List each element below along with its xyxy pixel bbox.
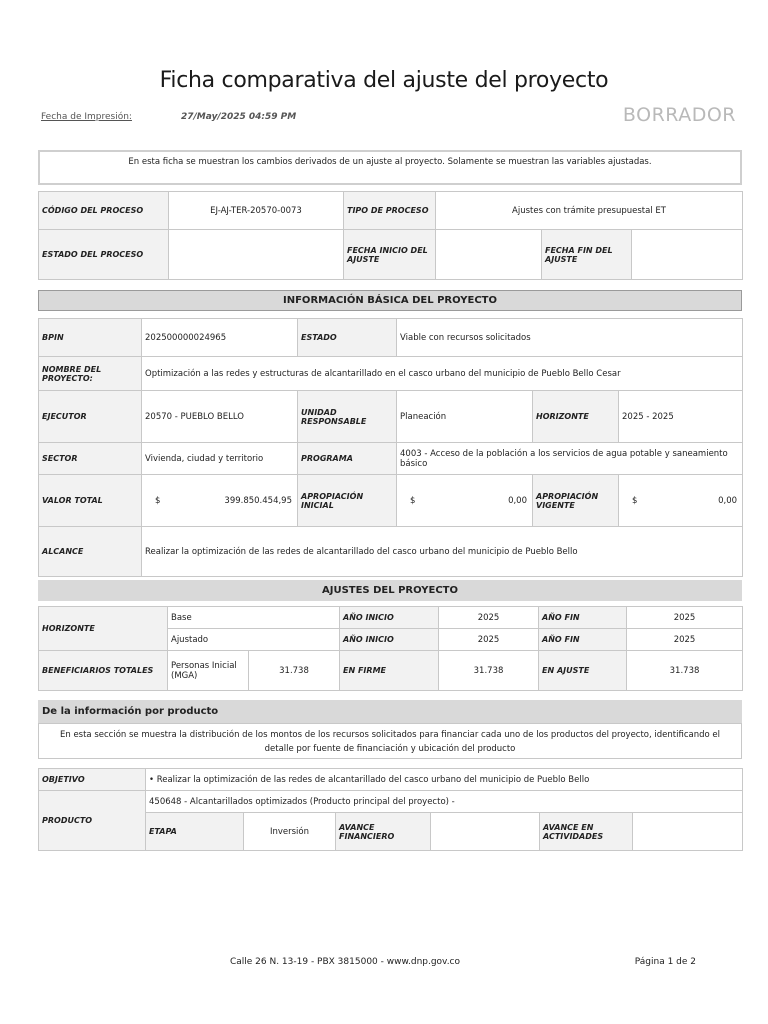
apropiacion-inicial-value: 0,00	[508, 495, 527, 506]
adjust-start-value	[436, 230, 542, 280]
adj-ajustado-label: Ajustado	[168, 629, 340, 651]
adj-base-fin-label: AÑO FIN	[539, 607, 627, 629]
avance-actividades-label: AVANCE EN ACTIVIDADES	[540, 813, 633, 851]
ejecutor-value: 20570 - PUEBLO BELLO	[142, 391, 298, 443]
en-firme-label: EN FIRME	[340, 651, 439, 691]
products-heading: De la información por producto	[38, 700, 742, 723]
adjust-start-label: FECHA INICIO DEL AJUSTE	[344, 230, 436, 280]
producto-value: 450648 - Alcantarillados optimizados (Producto principal del proyecto) -	[146, 791, 743, 813]
nombre-label: NOMBRE DEL PROYECTO:	[39, 357, 142, 391]
apropiacion-inicial-cell	[397, 475, 533, 527]
adj-ajustado-inicio-value: 2025	[439, 629, 539, 651]
sector-value: Vivienda, ciudad y territorio	[142, 443, 298, 475]
ejecutor-label: EJECUTOR	[39, 391, 142, 443]
product-table	[38, 768, 743, 851]
document-title: Ficha comparativa del ajuste del proyecto	[159, 68, 609, 93]
en-firme-value: 31.738	[439, 651, 539, 691]
etapa-value: Inversión	[244, 813, 336, 851]
apropiacion-vigente-label: APROPIACIÓN VIGENTE	[533, 475, 619, 527]
apropiacion-vigente-currency: $	[632, 495, 638, 506]
adj-base-inicio-value: 2025	[439, 607, 539, 629]
nombre-value: Optimización a las redes y estructuras de alcantarillado en el casco urbano del municipio de Pueblo Bello Cesar	[142, 357, 743, 391]
estado-label: ESTADO	[298, 319, 397, 357]
adj-base-fin-value: 2025	[627, 607, 743, 629]
programa-value: 4003 - Acceso de la población a los servicios de agua potable y saneamiento básico	[397, 443, 743, 475]
bpin-label: BPIN	[39, 319, 142, 357]
products-description: En esta sección se muestra la distribución de los montos de los recursos solicitados para financiar cada uno de los productos del proyecto, identificando el detalle por fuente de financiación y ubicación del producto	[38, 723, 742, 759]
apropiacion-inicial-label: APROPIACIÓN INICIAL	[298, 475, 397, 527]
adj-horizonte-label: HORIZONTE	[39, 607, 168, 651]
process-state-value	[169, 230, 344, 280]
basic-info-heading: INFORMACIÓN BÁSICA DEL PROYECTO	[38, 290, 742, 311]
print-date-label: Fecha de Impresión:	[41, 112, 132, 122]
adj-ajustado-inicio-label: AÑO INICIO	[340, 629, 439, 651]
valor-total-label: VALOR TOTAL	[39, 475, 142, 527]
footer-address: Calle 26 N. 13-19 - PBX 3815000 - www.dnp.gov.co	[229, 957, 461, 967]
horizonte-label: HORIZONTE	[533, 391, 619, 443]
process-type-value: Ajustes con trámite presupuestal ET	[436, 192, 743, 230]
adjustments-heading: AJUSTES DEL PROYECTO	[38, 580, 742, 601]
alcance-label: ALCANCE	[39, 527, 142, 577]
process-table	[38, 191, 743, 280]
etapa-label: ETAPA	[146, 813, 244, 851]
producto-label: PRODUCTO	[39, 791, 146, 851]
programa-label: PROGRAMA	[298, 443, 397, 475]
basic-info-table	[38, 318, 743, 577]
estado-value: Viable con recursos solicitados	[397, 319, 743, 357]
alcance-value: Realizar la optimización de las redes de alcantarillado del casco urbano del municipio de Pueblo Bello	[142, 527, 743, 577]
print-date: 27/May/2025 04:59 PM	[181, 112, 297, 122]
adjustments-table	[38, 606, 743, 691]
process-type-label: TIPO DE PROCESO	[344, 192, 436, 230]
beneficiarios-kind: Personas Inicial (MGA)	[168, 651, 249, 691]
adj-ajustado-fin-value: 2025	[627, 629, 743, 651]
sector-label: SECTOR	[39, 443, 142, 475]
avance-actividades-value	[633, 813, 743, 851]
avance-financiero-value	[431, 813, 540, 851]
adj-base-label: Base	[168, 607, 340, 629]
bpin-value: 202500000024965	[142, 319, 298, 357]
footer-page-number: Página 1 de 2	[634, 957, 696, 967]
process-code-value: EJ-AJ-TER-20570-0073	[169, 192, 344, 230]
intro-note: En esta ficha se muestran los cambios derivados de un ajuste al proyecto. Solamente se muestran las variables ajustadas.	[38, 150, 742, 185]
valor-total-currency: $	[155, 495, 161, 506]
process-code-label: CÓDIGO DEL PROCESO	[39, 192, 169, 230]
draft-stamp: BORRADOR	[622, 104, 736, 126]
adjust-end-label: FECHA FIN DEL AJUSTE	[542, 230, 632, 280]
avance-financiero-label: AVANCE FINANCIERO	[336, 813, 431, 851]
unidad-value: Planeación	[397, 391, 533, 443]
en-ajuste-label: EN AJUSTE	[539, 651, 627, 691]
unidad-label: UNIDAD RESPONSABLE	[298, 391, 397, 443]
objetivo-label: OBJETIVO	[39, 769, 146, 791]
apropiacion-inicial-currency: $	[410, 495, 416, 506]
adjust-end-value	[632, 230, 743, 280]
apropiacion-vigente-value: 0,00	[718, 495, 738, 506]
beneficiarios-value: 31.738	[249, 651, 340, 691]
process-state-label: ESTADO DEL PROCESO	[39, 230, 169, 280]
objetivo-value: • Realizar la optimización de las redes de alcantarillado del casco urbano del municipio de Pueblo Bello	[146, 769, 743, 791]
adj-ajustado-fin-label: AÑO FIN	[539, 629, 627, 651]
valor-total-value: 399.850.454,95	[224, 495, 292, 506]
adj-base-inicio-label: AÑO INICIO	[340, 607, 439, 629]
horizonte-value: 2025 - 2025	[619, 391, 743, 443]
apropiacion-vigente-cell	[619, 475, 743, 527]
beneficiarios-label: BENEFICIARIOS TOTALES	[39, 651, 168, 691]
valor-total-cell	[142, 475, 298, 527]
en-ajuste-value: 31.738	[627, 651, 743, 691]
